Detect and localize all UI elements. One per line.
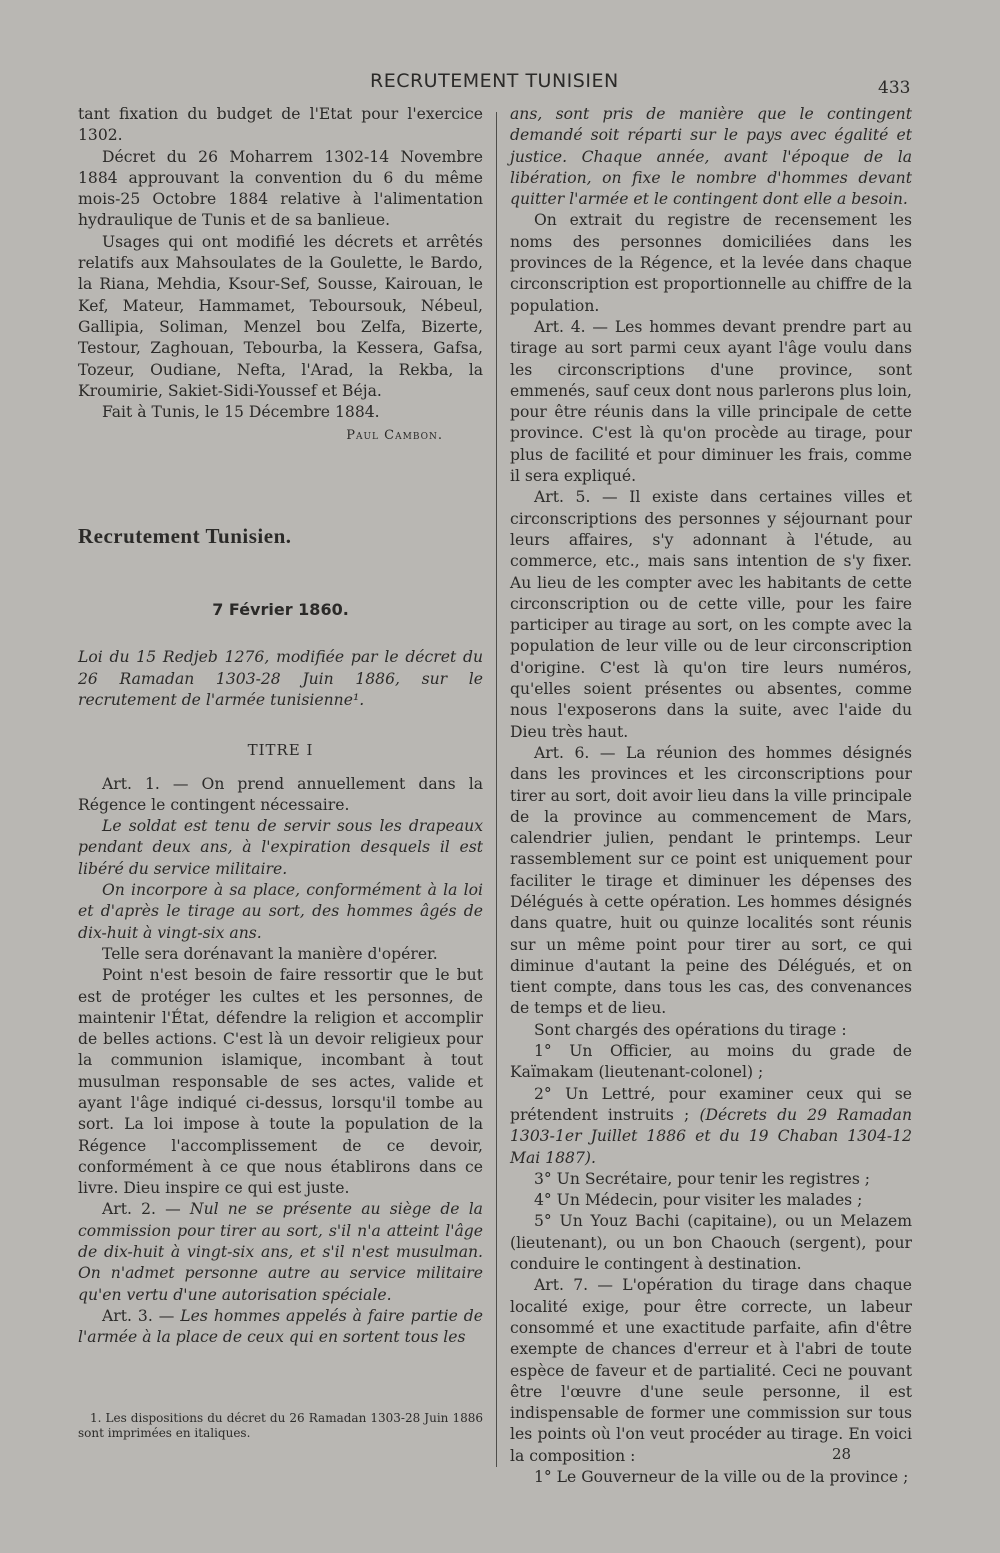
list-item: 1° Un Officier, au moins du grade de Kaïmakam (lieutenant-colonel) ; bbox=[510, 1042, 912, 1082]
article-1-italic: On incorpore à sa place, conformément à la loi et d'après le tirage au sort, des hommes âgés de dix-huit à vingt-six ans. bbox=[78, 881, 483, 942]
paragraph: Usages qui ont modifié les décrets et arrêtés relatifs aux Mahsoulates de la Goulette, le Bardo, la Riana, Mehdia, Ksour-Sef, Sousse, Kairouan, le Kef, Mateur, Hammamet, Teboursouk, Nébeul, Gallipia, Soliman, Menzel bou Zelfa, Bizerte, Testour, Zaghouan, Tebourba, la Kessera, Gafsa, Tozeur, Oudiane, Nefta, l'Arad, la Rekba, la Kroumirie, Sakiet-Sidi-Youssef et Béja. bbox=[78, 232, 483, 400]
footnote bbox=[78, 1411, 483, 1441]
article-7: Art. 7. — L'opération du tirage dans chaque localité exige, pour être correcte, un labeur consommé et une exactitude parfaite, afin d'être exempte de chances d'erreur et à l'abri de toute espèce de faveur et de partialité. Ceci ne pouvant être l'œuvre d'une seule personne, il est indispensable de former une commission sur tous les points où l'on veut procéder au tirage. En voici la composition : bbox=[510, 1276, 912, 1465]
paragraph: Fait à Tunis, le 15 Décembre 1884. bbox=[102, 403, 380, 422]
paragraph: Telle sera dorénavant la manière d'opérer. bbox=[102, 944, 438, 963]
list-item bbox=[510, 1084, 912, 1169]
article-3-text: Les hommes appelés à faire partie de l'armée à la place de ceux qui en sortent tous les bbox=[78, 1306, 484, 1347]
article-2-text: Nul ne se présente au siège de la commission pour tirer au sort, s'il n'a atteint l'âge de dix-huit à vingt-six ans, et s'il n'est musulman. On n'admet personne autre au service militaire qu'en vertu d'une autorisation spéciale. bbox=[78, 1200, 483, 1304]
article-6: Art. 6. — La réunion des hommes désignés dans les provinces et les circonscriptions pour tirer au sort, doit avoir lieu dans la ville principale de la province au commencement de Mars, calendrier julien, pendant le printemps. Leur rassemblement sur ce point est uniquement pour faciliter le tirage et diminuer les dépenses des Délégués à cette opération. Les hommes désignés dans quatre, huit ou quinze localités sont réunis sur un même point pour tirer au sort, ce qui diminue d'autant la peine des Délégués, et on tient compte, dans tous les cas, des convenances de temps et de lieu. bbox=[510, 743, 912, 1018]
signature-mark: 28 bbox=[832, 1445, 852, 1463]
titre-heading: TITRE I bbox=[247, 741, 314, 760]
list-item: 5° Un Youz Bachi (capitaine), ou un Melazem (lieutenant), ou un bon Chaouch (sergent), pour conduire le contingent à destination. bbox=[510, 1212, 912, 1274]
article-1-italic: Le soldat est tenu de servir sous les drapeaux pendant deux ans, à l'expiration desquels il est libéré du service militaire. bbox=[78, 817, 483, 878]
page-number: 433 bbox=[878, 78, 911, 98]
article-3 bbox=[78, 1306, 483, 1349]
list-item: 3° Un Secrétaire, pour tenir les registres ; bbox=[534, 1169, 871, 1188]
paragraph: On extrait du registre de recensement les noms des personnes domiciliées dans les provinces de la Régence, et la levée dans chaque circonscription est proportionnelle au chiffre de la population. bbox=[510, 211, 912, 315]
paragraph: Décret du 26 Moharrem 1302-14 Novembre 1884 approuvant la convention du 6 du même mois-25 Octobre 1884 relative à l'alimentation hydraulique de Tunis et de sa banlieue. bbox=[78, 147, 483, 230]
list-item: 1° Le Gouverneur de la ville ou de la province ; bbox=[534, 1468, 909, 1486]
signature: Paul Cambon. bbox=[346, 428, 443, 444]
right-column bbox=[510, 104, 912, 1488]
article-2 bbox=[78, 1199, 483, 1305]
column-divider bbox=[496, 112, 497, 1467]
law-heading: Loi du 15 Redjeb 1276, modifiée par le décret du 26 Ramadan 1303-28 Juin 1886, sur le recrutement de l'armée tunisienne¹. bbox=[78, 648, 483, 709]
article-4: Art. 4. — Les hommes devant prendre part au tirage au sort parmi ceux ayant l'âge voulu dans les circonscriptions d'une province, sont emmenés, sauf ceux dont nous parlerons plus loin, pour être réunis dans la ville principale de cette province. C'est là qu'on procède au tirage, pour plus de facilité et pour diminuer les frais, comme il sera expliqué. bbox=[510, 317, 912, 486]
paragraph: Point n'est besoin de faire ressortir que le but est de protéger les cultes et les personnes, de maintenir l'État, défendre la religion et accomplir de belles actions. C'est là un devoir religieux pour la communion islamique, incombant à tout musulman responsable de ses actes, valide et ayant l'âge indiqué ci-dessus, lorsqu'il tombe au sort. La loi impose à toute la population de la Régence l'accomplissement de ce devoir, conformément à ce que nous établirons dans ce livre. Dieu inspire ce qui est juste. bbox=[78, 966, 483, 1198]
paragraph: tant fixation du budget de l'Etat pour l'exercice 1302. bbox=[78, 105, 483, 145]
paragraph: Sont chargés des opérations du tirage : bbox=[534, 1020, 847, 1039]
list-item-text: 2° Un Lettré, pour examiner ceux qui se prétendent instruits ; bbox=[510, 1084, 912, 1124]
footnote-text: 1. Les dispositions du décret du 26 Ramadan 1303-28 Juin 1886 sont imprimées en italiques. bbox=[78, 1411, 483, 1440]
article-1: Art. 1. — On prend annuellement dans la Régence le contingent nécessaire. bbox=[78, 774, 483, 814]
section-date: 7 Février 1860. bbox=[212, 600, 349, 620]
running-title: RECRUTEMENT TUNISIEN bbox=[370, 70, 619, 92]
decree-reference: (Décrets du 29 Ramadan 1303-1er Juillet 1886 et du 19 Chaban 1304-12 Mai 1887). bbox=[510, 1105, 912, 1167]
article-3-label: Art. 3. — bbox=[102, 1306, 175, 1325]
list-item: 4° Un Médecin, pour visiter les malades ; bbox=[534, 1191, 863, 1210]
paragraph: ans, sont pris de manière que le contingent demandé soit réparti sur le pays avec égalité et justice. Chaque année, avant l'époque de la libération, on fixe le nombre d'hommes devant quitter l'armée et le contingent dont elle a besoin. bbox=[510, 105, 912, 209]
section-title: Recrutement Tunisien. bbox=[78, 523, 292, 548]
article-2-label: Art. 2. — bbox=[102, 1200, 181, 1219]
article-5: Art. 5. — Il existe dans certaines villes et circonscriptions des personnes y séjournant pour leurs affaires, s'y adonnant à l'étude, au commerce, etc., mais sans intention de s'y fixer. Au lieu de les compter avec les habitants de cette circonscription ou de cette ville, pour les faire participer au tirage au sort, on les compte avec la population de leur ville ou de leur circonscription d'origine. C'est là qu'on tire leurs numéros, qu'elles soient présentes ou absentes, comme nous l'exposerons dans la suite, avec l'aide du Dieu très haut. bbox=[510, 488, 912, 741]
running-header bbox=[0, 70, 1000, 100]
left-column bbox=[78, 104, 483, 1349]
